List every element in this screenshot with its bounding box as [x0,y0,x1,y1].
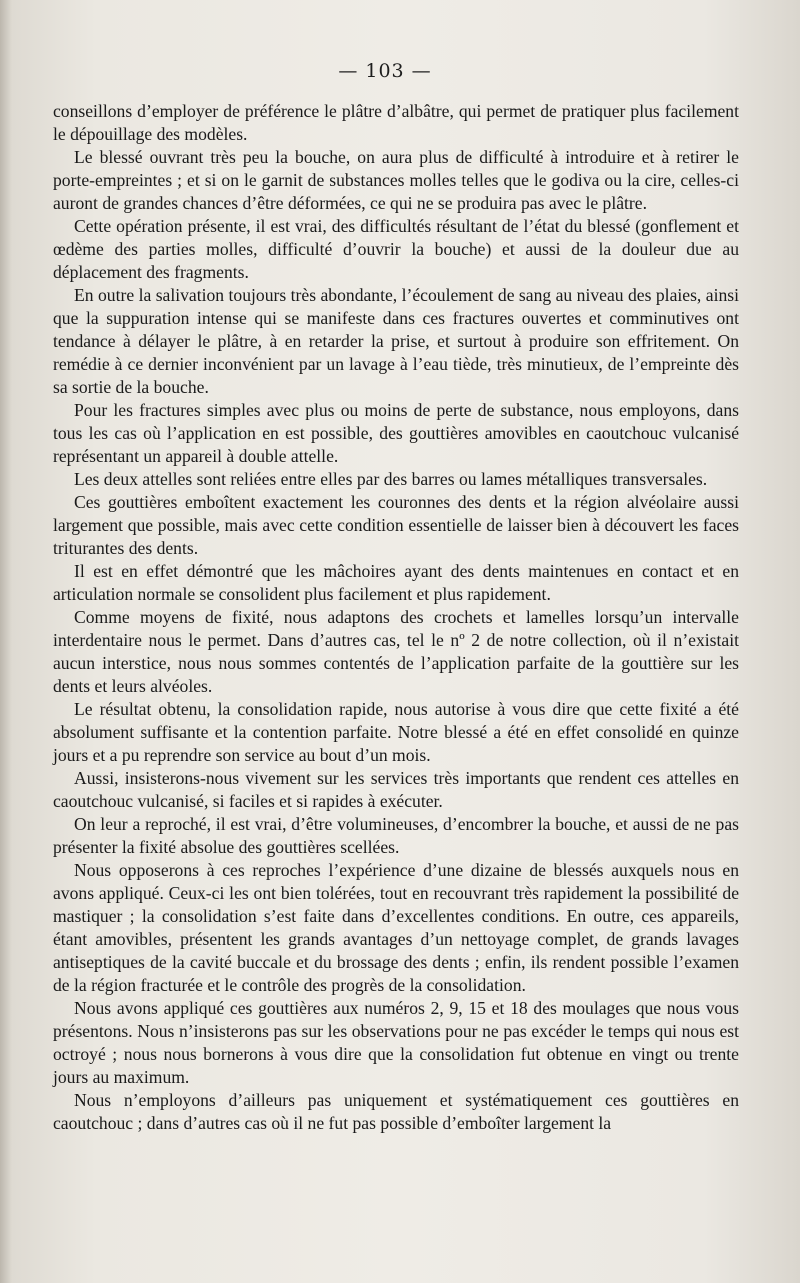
paragraph-8: Il est en effet démontré que les mâchoires ayant des dents maintenues en contact et en articulation normale se consolident plus facilement et plus rapidement. [53,561,739,604]
paragraph-13: Nous opposerons à ces reproches l’expérience d’une dizaine de blessés auxquels nous en avons appliqué. Ceux-ci les ont bien tolérées, tout en recouvrant très rapidement la possibilité de mastiquer ; la consolidation s’est faite dans d’excellentes conditions. En outre, ces appareils, étant amovibles, présentent les grands avantages d’un nettoyage complet, de grands lavages antiseptiques de la cavité buccale et du brossage des dents ; enfin, ils rendent possible l’examen de la région fracturée et le contrôle des progrès de la consolidation. [53,860,739,995]
paragraph-1: conseillons d’employer de préférence le plâtre d’albâtre, qui permet de pratiquer plus facilement le dépouillage des modèles. [53,101,739,144]
paragraph-12: On leur a reproché, il est vrai, d’être volumineuses, d’encombrer la bouche, et aussi de ne pas présenter la fixité absolue des gouttières scellées. [53,814,739,857]
paragraph-14: Nous avons appliqué ces gouttières aux numéros 2, 9, 15 et 18 des moulages que nous vous présentons. Nous n’insisterons pas sur les observations pour ne pas excéder le temps qui nous est octroyé ; nous nous bornerons à vous dire que la consolidation fut obtenue en vingt ou trente jours au maximum. [53,998,739,1087]
paragraph-11: Aussi, insisterons-nous vivement sur les services très importants que rendent ces attelles en caoutchouc vulcanisé, si faciles et si rapides à exécuter. [53,768,739,811]
page-body-text [53,100,739,1135]
paragraph-2: Le blessé ouvrant très peu la bouche, on aura plus de difficulté à introduire et à retirer le porte-empreintes ; et si on le garnit de substances molles telles que le godiva ou la cire, celles-ci auront de grandes chances d’être déformées, ce qui ne se produira pas avec le plâtre. [53,147,739,213]
page-binding-edge [0,0,12,1283]
paragraph-7: Ces gouttières emboîtent exactement les couronnes des dents et la région alvéolaire aussi largement que possible, mais avec cette condition essentielle de laisser bien à découvert les faces triturantes des dents. [53,492,739,558]
paragraph-10: Le résultat obtenu, la consolidation rapide, nous autorise à vous dire que cette fixité a été absolument suffisante et la contention parfaite. Notre blessé a été en effet consolidé en quinze jours et a pu reprendre son service au bout d’un mois. [53,699,739,765]
paragraph-9: Comme moyens de fixité, nous adaptons des crochets et lamelles lorsqu’un intervalle interdentaire nous le permet. Dans d’autres cas, tel le nº 2 de notre collection, où il n’existait aucun interstice, nous nous sommes contentés de l’application parfaite de la gouttière sur les dents et leurs alvéoles. [53,607,739,696]
paragraph-15: Nous n’employons d’ailleurs pas uniquement et systématiquement ces gouttières en caoutchouc ; dans d’autres cas où il ne fut pas possible d’emboîter largement la [53,1090,739,1133]
paragraph-3: Cette opération présente, il est vrai, des difficultés résultant de l’état du blessé (gonflement et œdème des parties molles, difficulté d’ouvrir la bouche) et aussi de la douleur due au déplacement des fragments. [53,216,739,282]
page-number: — 103 — [338,60,432,82]
paragraph-4: En outre la salivation toujours très abondante, l’écoulement de sang au niveau des plaies, ainsi que la suppuration intense qui se manifeste dans ces fractures ouvertes et comminutives ont tendance à délayer le plâtre, à en retarder la prise, et surtout à produire son effritement. On remédie à ce dernier inconvénient par un lavage à l’eau tiède, très minutieux, de l’empreinte dès sa sortie de la bouche. [53,285,739,397]
paragraph-6: Les deux attelles sont reliées entre elles par des barres ou lames métalliques transversales. [74,469,708,489]
paragraph-5: Pour les fractures simples avec plus ou moins de perte de substance, nous employons, dans tous les cas où l’application en est possible, des gouttières amovibles en caoutchouc vulcanisé représentant un appareil à double attelle. [53,400,739,466]
